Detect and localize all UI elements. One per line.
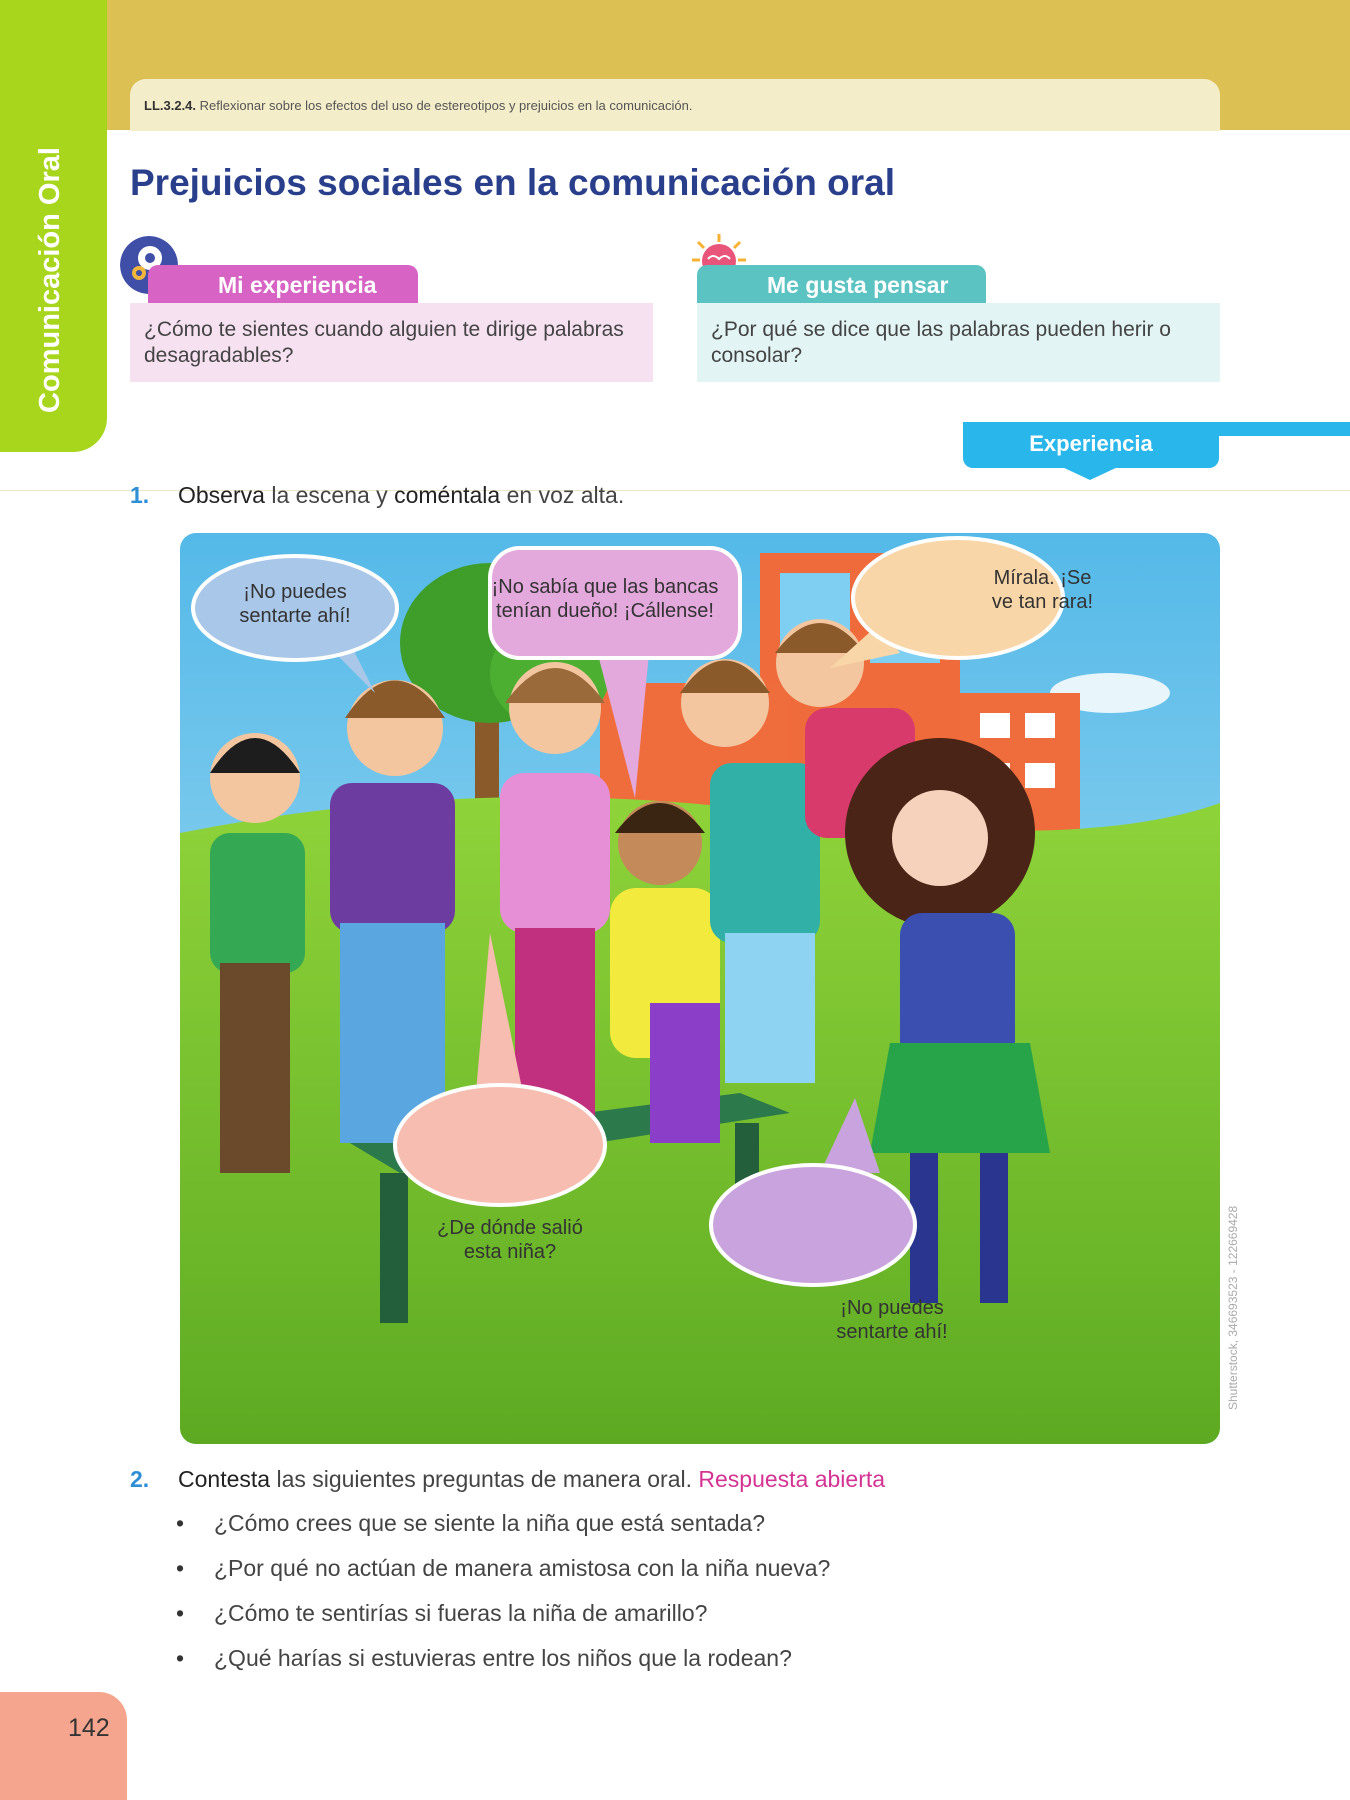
activity-text: en voz alta.	[500, 482, 625, 508]
sidebar-label: Comunicación Oral	[34, 147, 66, 413]
activity-verb: Observa	[178, 482, 265, 508]
activity-2	[130, 1466, 885, 1493]
activity-text: la escena y	[264, 482, 395, 508]
speech-text-4: ¿De dónde salió esta niña?	[437, 1217, 583, 1263]
page-number: 142	[68, 1714, 110, 1742]
activity-verb: coméntala	[394, 482, 501, 508]
answer-note: Respuesta abierta	[698, 1466, 886, 1492]
experiencia-tab: Experiencia	[963, 422, 1219, 468]
activity-1	[130, 482, 624, 509]
skill-text: Reflexionar sobre los efectos del uso de estereotipos y prejuicios en la comunicación.	[199, 98, 693, 113]
speech-text-1: ¡No puedes sentarte ahí!	[239, 581, 351, 627]
scene-illustration	[180, 533, 1220, 1444]
skill-statement	[144, 98, 692, 113]
question-item: • ¿Cómo te sentirías si fueras la niña de amarillo?	[176, 1599, 830, 1644]
question-item: • ¿Qué harías si estuvieras entre los niños que la rodean?	[176, 1644, 830, 1689]
skill-code: LL.3.2.4.	[144, 98, 197, 113]
activity-number: 1.	[130, 482, 150, 508]
speech-text-2: ¡No sabía que las bancas tenían dueño! ¡Cállense!	[491, 576, 719, 622]
experiencia-tab-point	[1060, 466, 1120, 480]
question-item: • ¿Cómo crees que se siente la niña que está sentada?	[176, 1509, 830, 1554]
speech-text-3: Mírala. ¡Se ve tan rara!	[991, 567, 1094, 613]
section-sidebar	[0, 0, 107, 452]
mi-experiencia-question: ¿Cómo te sientes cuando alguien te dirige palabras desagradables?	[130, 303, 653, 382]
activity-text: las siguientes preguntas de manera oral.	[270, 1466, 699, 1492]
speech-text-5: ¡No puedes sentarte ahí!	[836, 1297, 948, 1343]
page-title: Prejuicios sociales en la comunicación oral	[130, 162, 895, 203]
activity-number: 2.	[130, 1466, 150, 1492]
question-item: • ¿Por qué no actúan de manera amistosa con la niña nueva?	[176, 1554, 830, 1599]
me-gusta-pensar-question: ¿Por qué se dice que las palabras pueden herir o consolar?	[697, 303, 1220, 382]
mi-experiencia-header: Mi experiencia	[148, 265, 418, 303]
activity-verb: Contesta	[178, 1466, 271, 1492]
question-list	[176, 1509, 830, 1689]
page-number-tab	[0, 1692, 127, 1800]
me-gusta-pensar-header: Me gusta pensar	[697, 265, 986, 303]
skill-bar	[130, 79, 1220, 131]
image-credit: Shutterstock, 346693523 - 122669428	[1226, 1205, 1240, 1410]
